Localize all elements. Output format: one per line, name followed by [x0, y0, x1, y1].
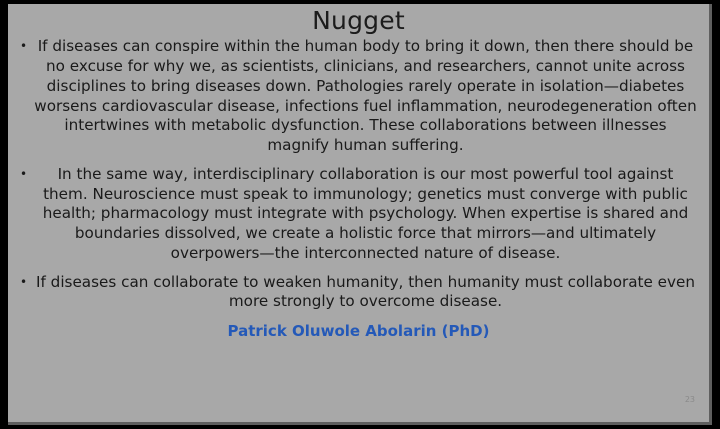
slide-number: 23	[684, 395, 695, 404]
bullet-text: If diseases can conspire within the human body to bring it down, then there should be no excuse for why we, as scientists, clinicians, and researchers, cannot unite across disciplines to bring diseases down. Pathologies rarely operate in isolation—diabetes worsens cardiovascular disease, infections fuel inflammation, neurodegeneration often intertwines with metabolic dysfunction. These collaborations between illnesses magnify human suffering.	[34, 37, 697, 154]
list-item	[20, 37, 697, 156]
list-item	[20, 165, 697, 264]
presentation-slide	[8, 4, 712, 425]
author-credit: Patrick Oluwole Abolarin (PhD)	[227, 322, 490, 340]
slide-content	[8, 8, 709, 425]
bullet-marker-icon: •	[20, 166, 28, 181]
bullet-text: If diseases can collaborate to weaken humanity, then humanity must collaborate even more strongly to overcome disease.	[36, 272, 695, 311]
bullet-marker-icon: •	[20, 39, 28, 54]
bullet-marker-icon: •	[20, 274, 28, 289]
bullet-list	[20, 37, 697, 312]
list-item	[20, 273, 697, 313]
bullet-text: In the same way, interdisciplinary collaboration is our most powerful tool against them. Neuroscience must speak to immunology; genetics must converge with public health; pharmacology must integrate with psychology. When expertise is shared and boundaries dissolved, we create a holistic force that mirrors—and ultimately overpowers—the interconnected nature of disease.	[42, 164, 689, 262]
slide-title: Nugget	[312, 6, 405, 35]
